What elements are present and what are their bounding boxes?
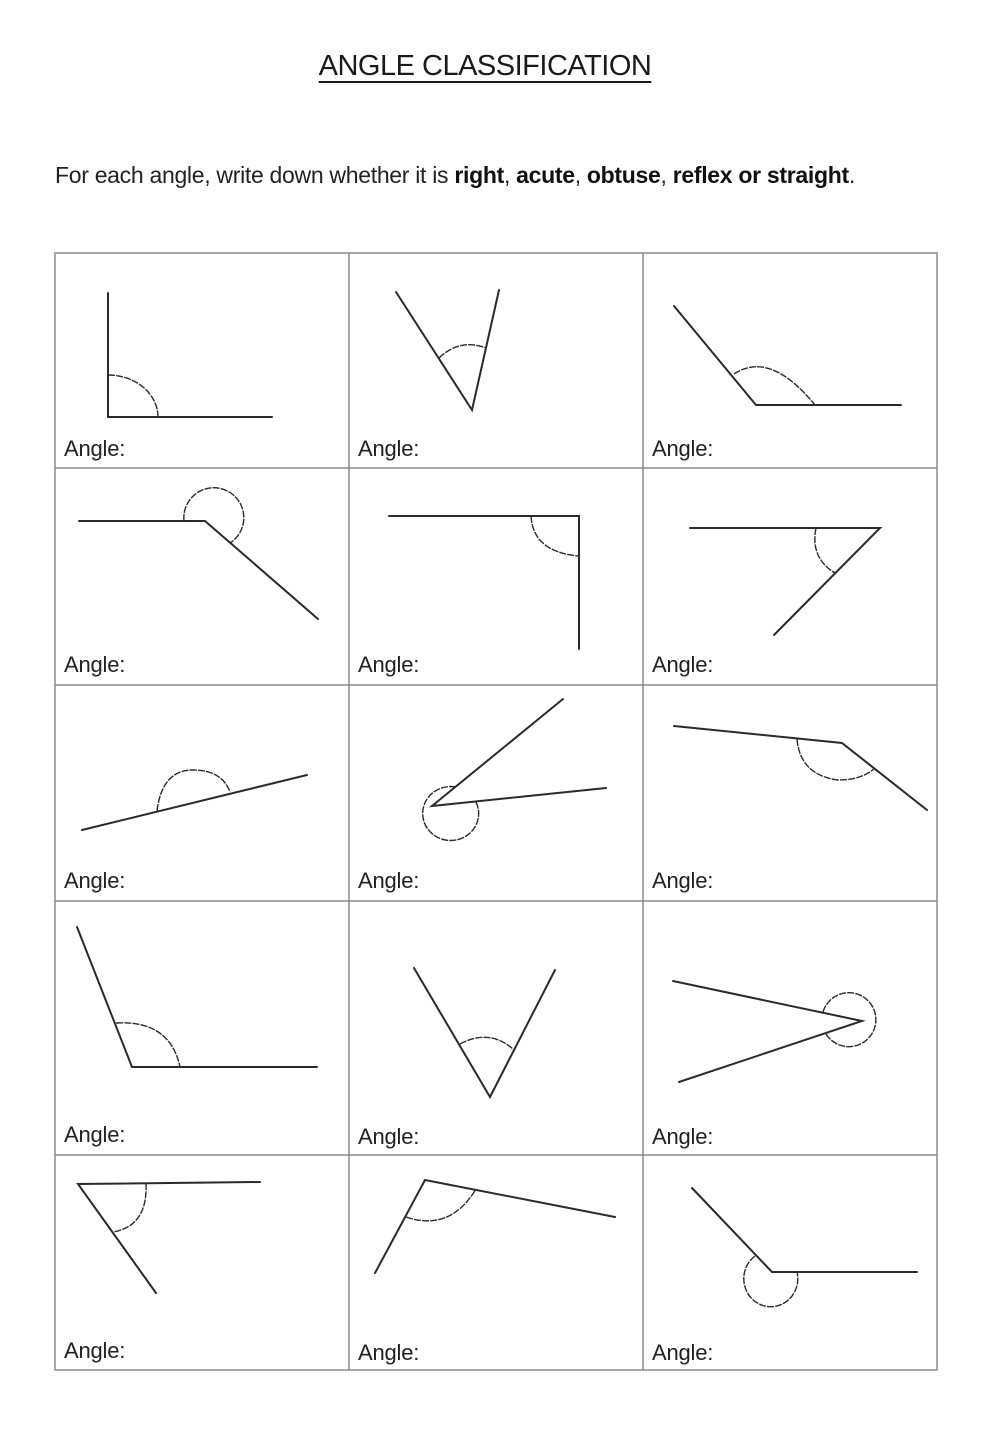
separator: , — [503, 162, 517, 188]
angle-label: Angle: — [64, 436, 126, 461]
angle-cell-r5c3[interactable] — [643, 1155, 937, 1370]
angle-label: Angle: — [358, 1340, 420, 1365]
angle-cell-r4c1[interactable] — [55, 901, 349, 1155]
angle-label: Angle: — [64, 868, 126, 893]
angle-cell-r2c3[interactable] — [643, 468, 937, 685]
separator: , — [574, 162, 587, 188]
angle-cell-r3c1[interactable] — [55, 685, 349, 901]
angle-cell-r5c2[interactable] — [349, 1155, 643, 1370]
angle-label: Angle: — [358, 1124, 420, 1149]
angle-cell-r2c1[interactable] — [55, 468, 349, 685]
term-straight: straight — [766, 162, 849, 188]
angle-label: Angle: — [652, 436, 714, 461]
angle-cell-r3c3[interactable] — [643, 685, 937, 901]
angle-cell-r5c1[interactable] — [55, 1155, 349, 1370]
angle-label: Angle: — [652, 652, 714, 677]
instructions-suffix: . — [848, 162, 855, 188]
angle-label: Angle: — [64, 652, 126, 677]
angle-label: Angle: — [358, 868, 420, 893]
angle-cell-r1c1[interactable] — [55, 253, 349, 468]
angle-label: Angle: — [652, 868, 714, 893]
angle-cell-r1c3[interactable] — [643, 253, 937, 468]
angle-label: Angle: — [358, 436, 420, 461]
angle-label: Angle: — [652, 1124, 714, 1149]
angle-cell-r3c2[interactable] — [349, 685, 643, 901]
angle-cell-r1c2[interactable] — [349, 253, 643, 468]
angle-cell-r4c3[interactable] — [643, 901, 937, 1155]
angle-label: Angle: — [64, 1338, 126, 1363]
angle-label: Angle: — [358, 652, 420, 677]
term-reflex: reflex or — [672, 162, 761, 188]
term-obtuse: obtuse — [586, 162, 661, 188]
angle-label: Angle: — [652, 1340, 714, 1365]
term-right: right — [454, 162, 504, 188]
angle-label: Angle: — [64, 1122, 126, 1147]
term-acute: acute — [516, 162, 575, 188]
angle-cell-r2c2[interactable] — [349, 468, 643, 685]
instructions-prefix: For each angle, write down whether it is — [55, 162, 455, 188]
separator: , — [660, 162, 673, 188]
angle-cell-r4c2[interactable] — [349, 901, 643, 1155]
title-text: ANGLE CLASSIFICATION — [318, 50, 652, 82]
